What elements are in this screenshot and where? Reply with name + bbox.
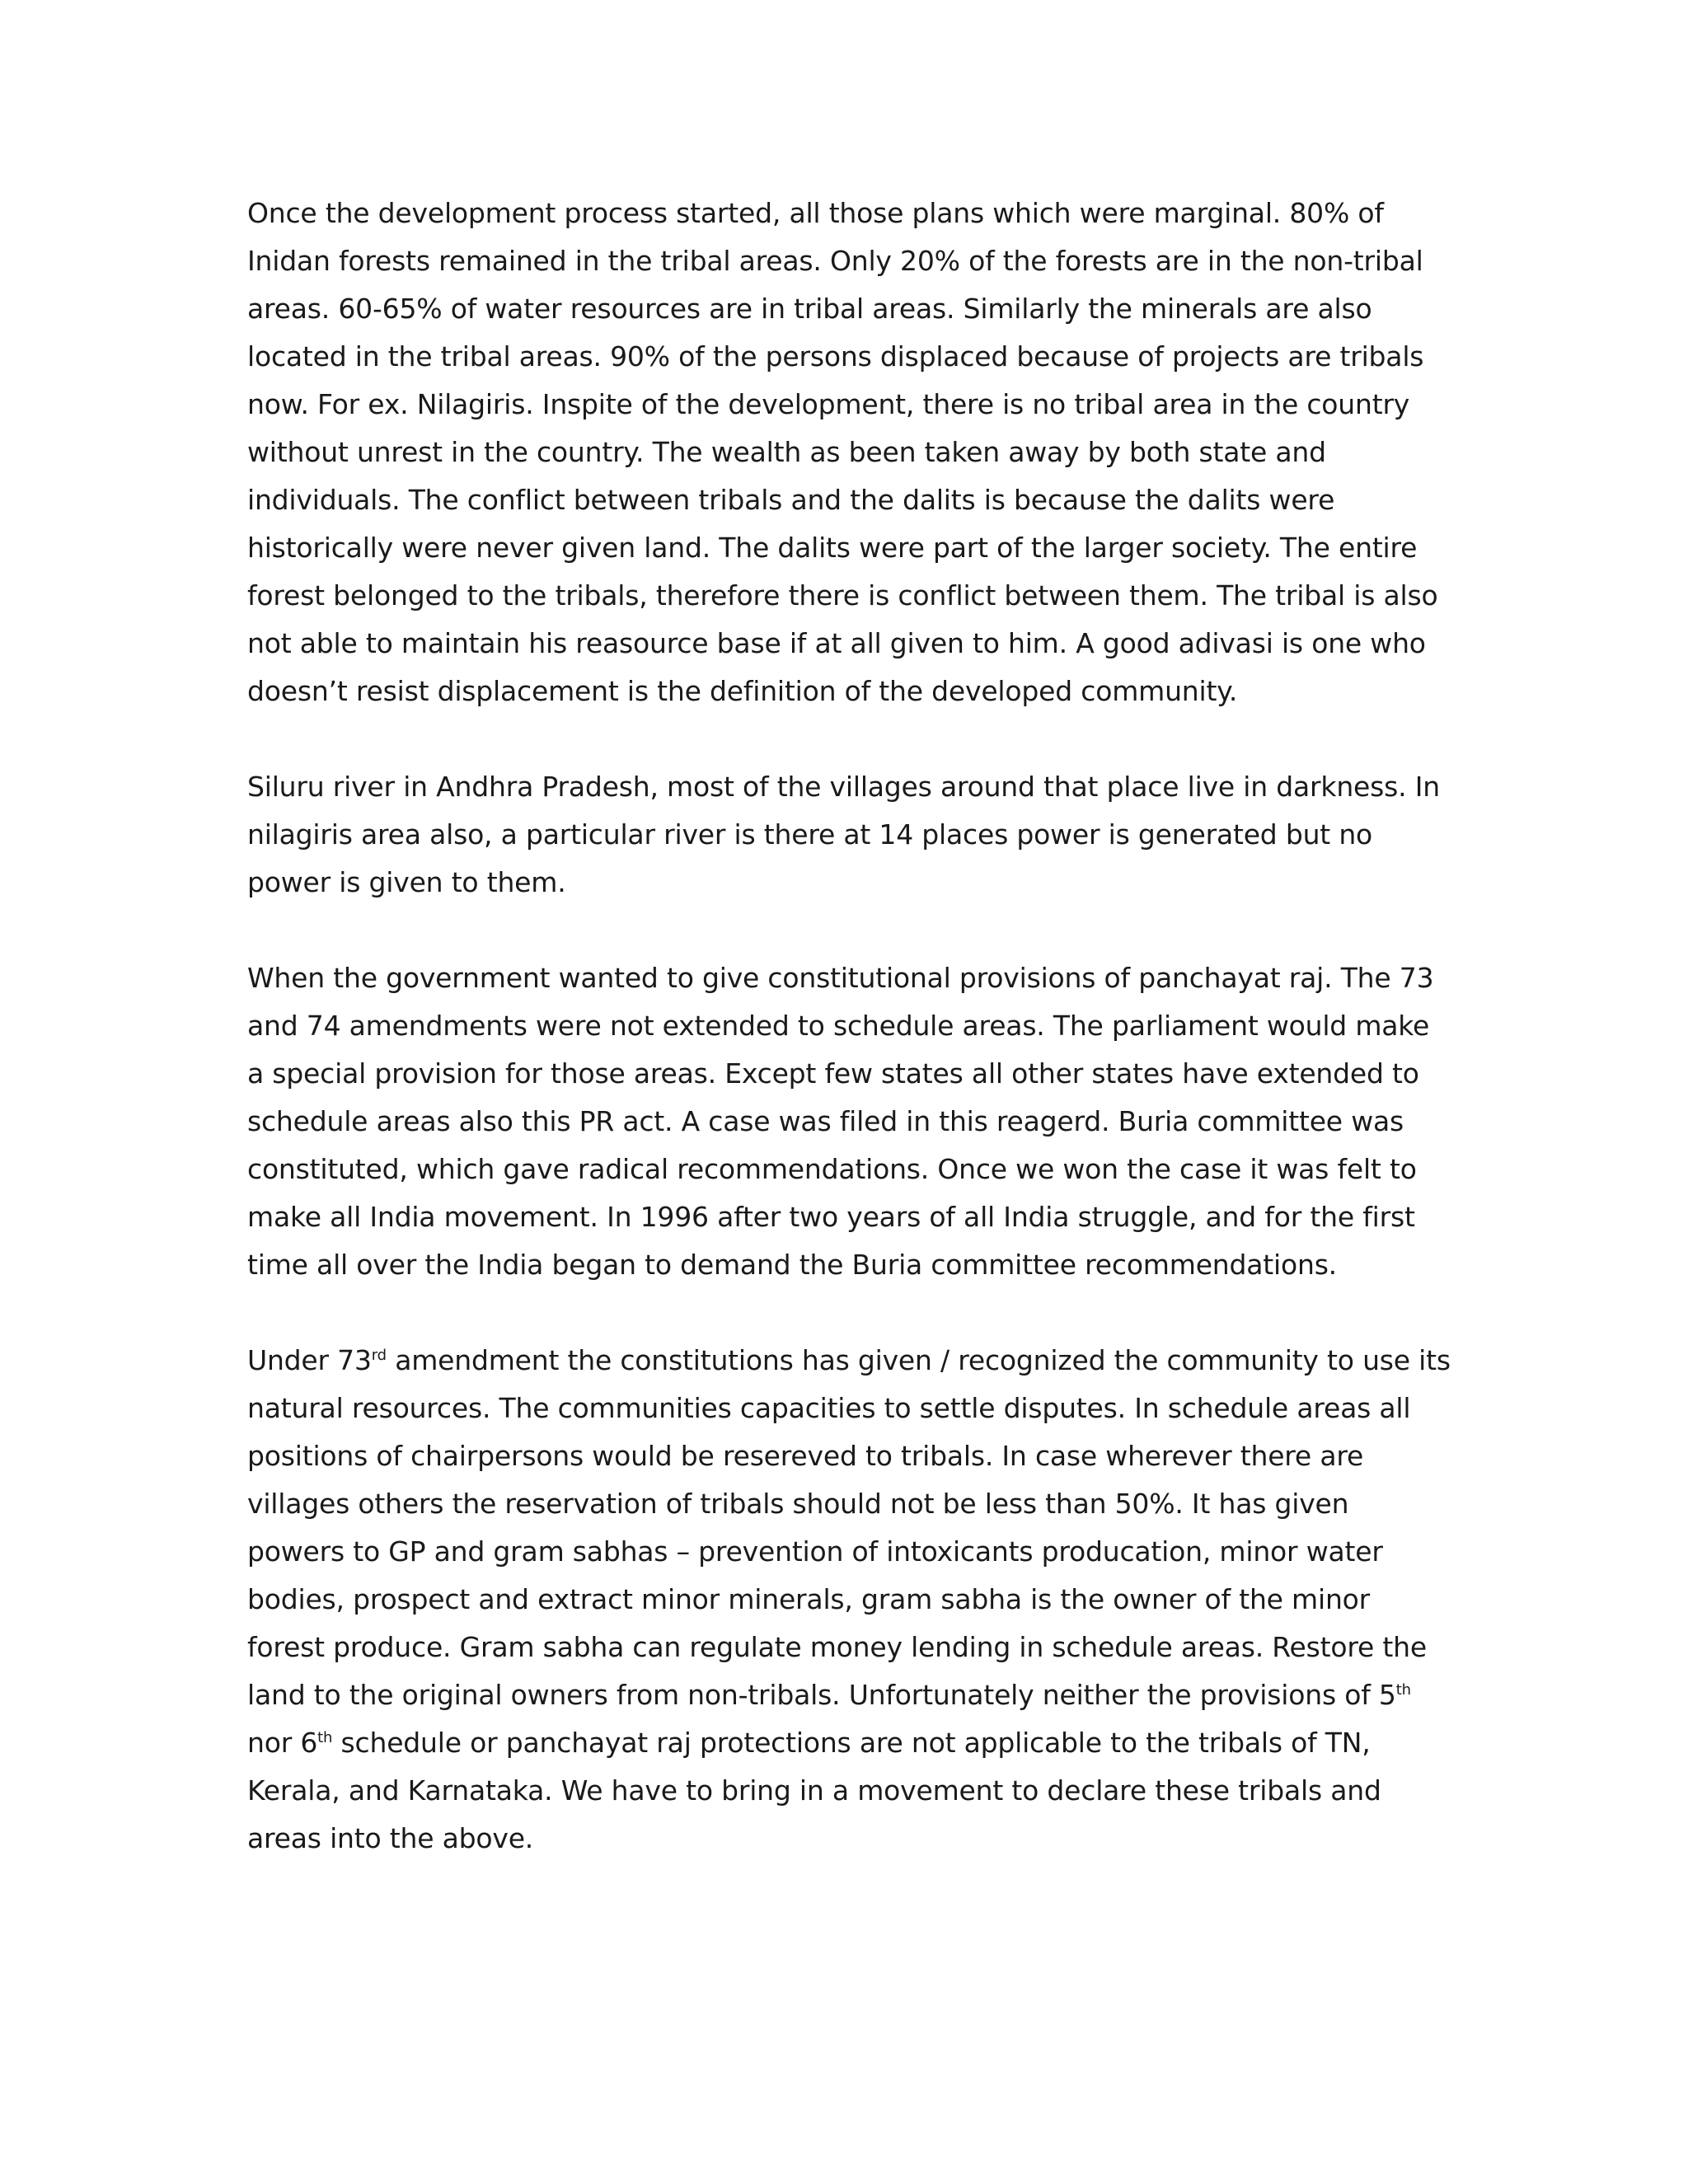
para4-superscript-th-6: th <box>317 1729 333 1746</box>
paragraph-73rd-amendment <box>247 1337 1451 1863</box>
paragraph-panchayat-raj: When the government wanted to give constitutional provisions of panchayat raj. The 73 and 74 amendments were not extended to schedule areas. The parliament would make a special provision for those areas. Except few states all other states have extended to schedule areas also this PR act. A case was filed in this reagerd. Buria committee was constituted, which gave radical recommendations. Once we won the case it was felt to make all India movement. In 1996 after two years of all India struggle, and for the first time all over the India began to demand the Buria committee recommendations. <box>247 962 1434 1281</box>
para4-superscript-th-5: th <box>1395 1681 1411 1699</box>
para4-text-4: schedule or panchayat raj protections are not applicable to the tribals of TN, Kerala, and Karnataka. We have to bring in a movement to declare these tribals and areas into the above. <box>247 1727 1381 1854</box>
para4-text-1: Under 73 <box>247 1344 372 1376</box>
para4-text-2: amendment the constitutions has given / recognized the community to use its natural resources. The communities capacities to settle disputes. In schedule areas all positions of chairpersons would be resereved to tribals. In case wherever there are villages others the reservation of tribals should not be less than 50%. It has given powers to GP and gram sabhas – prevention of intoxicants producation, minor water bodies, prospect and extract minor minerals, gram sabha is the owner of the minor forest produce. Gram sabha can regulate money lending in schedule areas. Restore the land to the original owners from non-tribals. Unfortunately neither the provisions of 5 <box>247 1344 1451 1711</box>
paragraph-development-process: Once the development process started, all those plans which were marginal. 80% of Inidan forests remained in the tribal areas. Only 20% of the forests are in the non-tribal areas. 60-65% of water resources are in tribal areas. Similarly the minerals are also located in the tribal areas. 90% of the persons displaced because of projects are tribals now. For ex. Nilagiris. Inspite of the development, there is no tribal area in the country without unrest in the country. The wealth as been taken away by both state and individuals. The conflict between tribals and the dalits is because the dalits were historically were never given land. The dalits were part of the larger society. The entire forest belonged to the tribals, therefore there is conflict between them. The tribal is also not able to maintain his reasource base if at all given to him. A good adivasi is one who doesn’t resist displacement is the definition of the developed community. <box>247 197 1438 707</box>
para4-superscript-rd: rd <box>371 1347 387 1364</box>
paragraph-siluru-river: Siluru river in Andhra Pradesh, most of the villages around that place live in darkness. In nilagiris area also, a particular river is there at 14 places power is generated but no power is given to them. <box>247 771 1440 898</box>
para4-text-3: nor 6 <box>247 1727 318 1759</box>
document-body <box>247 190 1451 1863</box>
